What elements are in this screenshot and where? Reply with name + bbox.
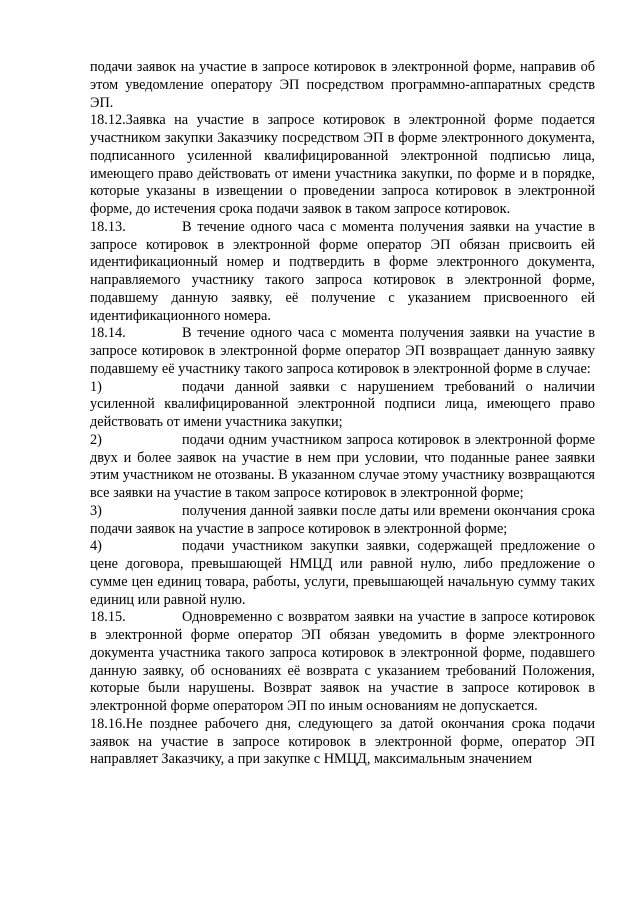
list-item-1 <box>90 379 595 432</box>
clause-text: В течение одного часа с момента получения заявки на участие в запросе котировок в электронной форме оператор ЭП возвращает данную заявку подавшему её участнику такого запроса котировок в электронной форме в случае: <box>90 325 595 377</box>
clause-number: 18.15. <box>90 609 126 626</box>
clause-text: Заявка на участие в запросе котировок в электронной форме подается участником закупки Заказчику посредством ЭП в форме электронного документа, подписанного усиленной квалифицированной электронной подписью лица, имеющего право действовать от имени участника закупки, по форме и в порядке, которые указаны в извещении о проведении запроса котировок в электронной форме, до истечения срока подачи заявок в таком запросе котировок. <box>90 112 595 217</box>
list-item-text: подачи участником закупки заявки, содержащей предложение о цене договора, превышающей НМЦД или равной нулю, либо предложение о сумме цен единиц товара, работы, услуги, превышающей начальную сумму таких единиц или равной нулю. <box>90 538 595 608</box>
paragraph-continuation <box>90 59 595 112</box>
clause-18-15 <box>90 609 595 716</box>
clause-text: Одновременно с возвратом заявки на участие в запросе котировок в электронной форме оператор ЭП обязан уведомить в форме электронного документа участника такого запроса котировок в электронной форме, подавшего данную заявку, об основаниях её возврата с указанием требований Положения, которые были нарушены. Возврат заявок на участие в запросе котировок в электронной форме оператором ЭП по иным основаниям не допускается. <box>90 609 595 714</box>
list-item-text: получения данной заявки после даты или времени окончания срока подачи заявок на участие в запросе котировок в электронной форме; <box>90 502 595 537</box>
clause-18-16 <box>90 716 595 769</box>
list-item-3 <box>90 503 595 539</box>
list-item-text: подачи одним участником запроса котировок в электронной форме двух и более заявок на участие в нем при условии, что поданные ранее заявки этим участником не отозваны. В указанном случае этому участнику возвращаются все заявки на участие в таком запросе котировок в электронной форме; <box>90 431 595 501</box>
list-item-number: 3) <box>90 502 102 519</box>
clause-number: 18.16. <box>90 715 126 732</box>
document-page <box>90 59 595 769</box>
list-item-text: подачи данной заявки с нарушением требований о наличии усиленной квалифицированной электронной подписи лица, имеющего право действовать от имени участника закупки; <box>90 378 595 430</box>
clause-18-14 <box>90 325 595 378</box>
clause-number: 18.12. <box>90 112 126 129</box>
clause-18-13 <box>90 219 595 326</box>
paragraph-text: подачи заявок на участие в запросе котировок в электронной форме, направив об этом уведомление оператору ЭП посредством программно-аппаратных средств ЭП. <box>90 59 595 111</box>
list-item-4 <box>90 538 595 609</box>
clause-text: В течение одного часа с момента получения заявки на участие в запросе котировок в электронной форме оператор ЭП обязан присвоить ей идентификационный номер и подтвердить в форме электронного документа, направляемого участнику такого запроса котировок в электронной форме, подавшему данную заявку, её получение с указанием присвоенного ей идентификационного номера. <box>90 218 595 324</box>
list-item-number: 4) <box>90 538 102 555</box>
clause-number: 18.13. <box>90 218 126 235</box>
list-item-2 <box>90 432 595 503</box>
clause-text: Не позднее рабочего дня, следующего за датой окончания срока подачи заявок на участие в запросе котировок в электронной форме, оператор ЭП направляет Заказчику, а при закупке с НМЦД, максимальным значением <box>90 715 595 768</box>
list-item-number: 2) <box>90 431 102 448</box>
clause-number: 18.14. <box>90 325 126 342</box>
list-item-number: 1) <box>90 378 102 395</box>
clause-18-12 <box>90 112 595 219</box>
